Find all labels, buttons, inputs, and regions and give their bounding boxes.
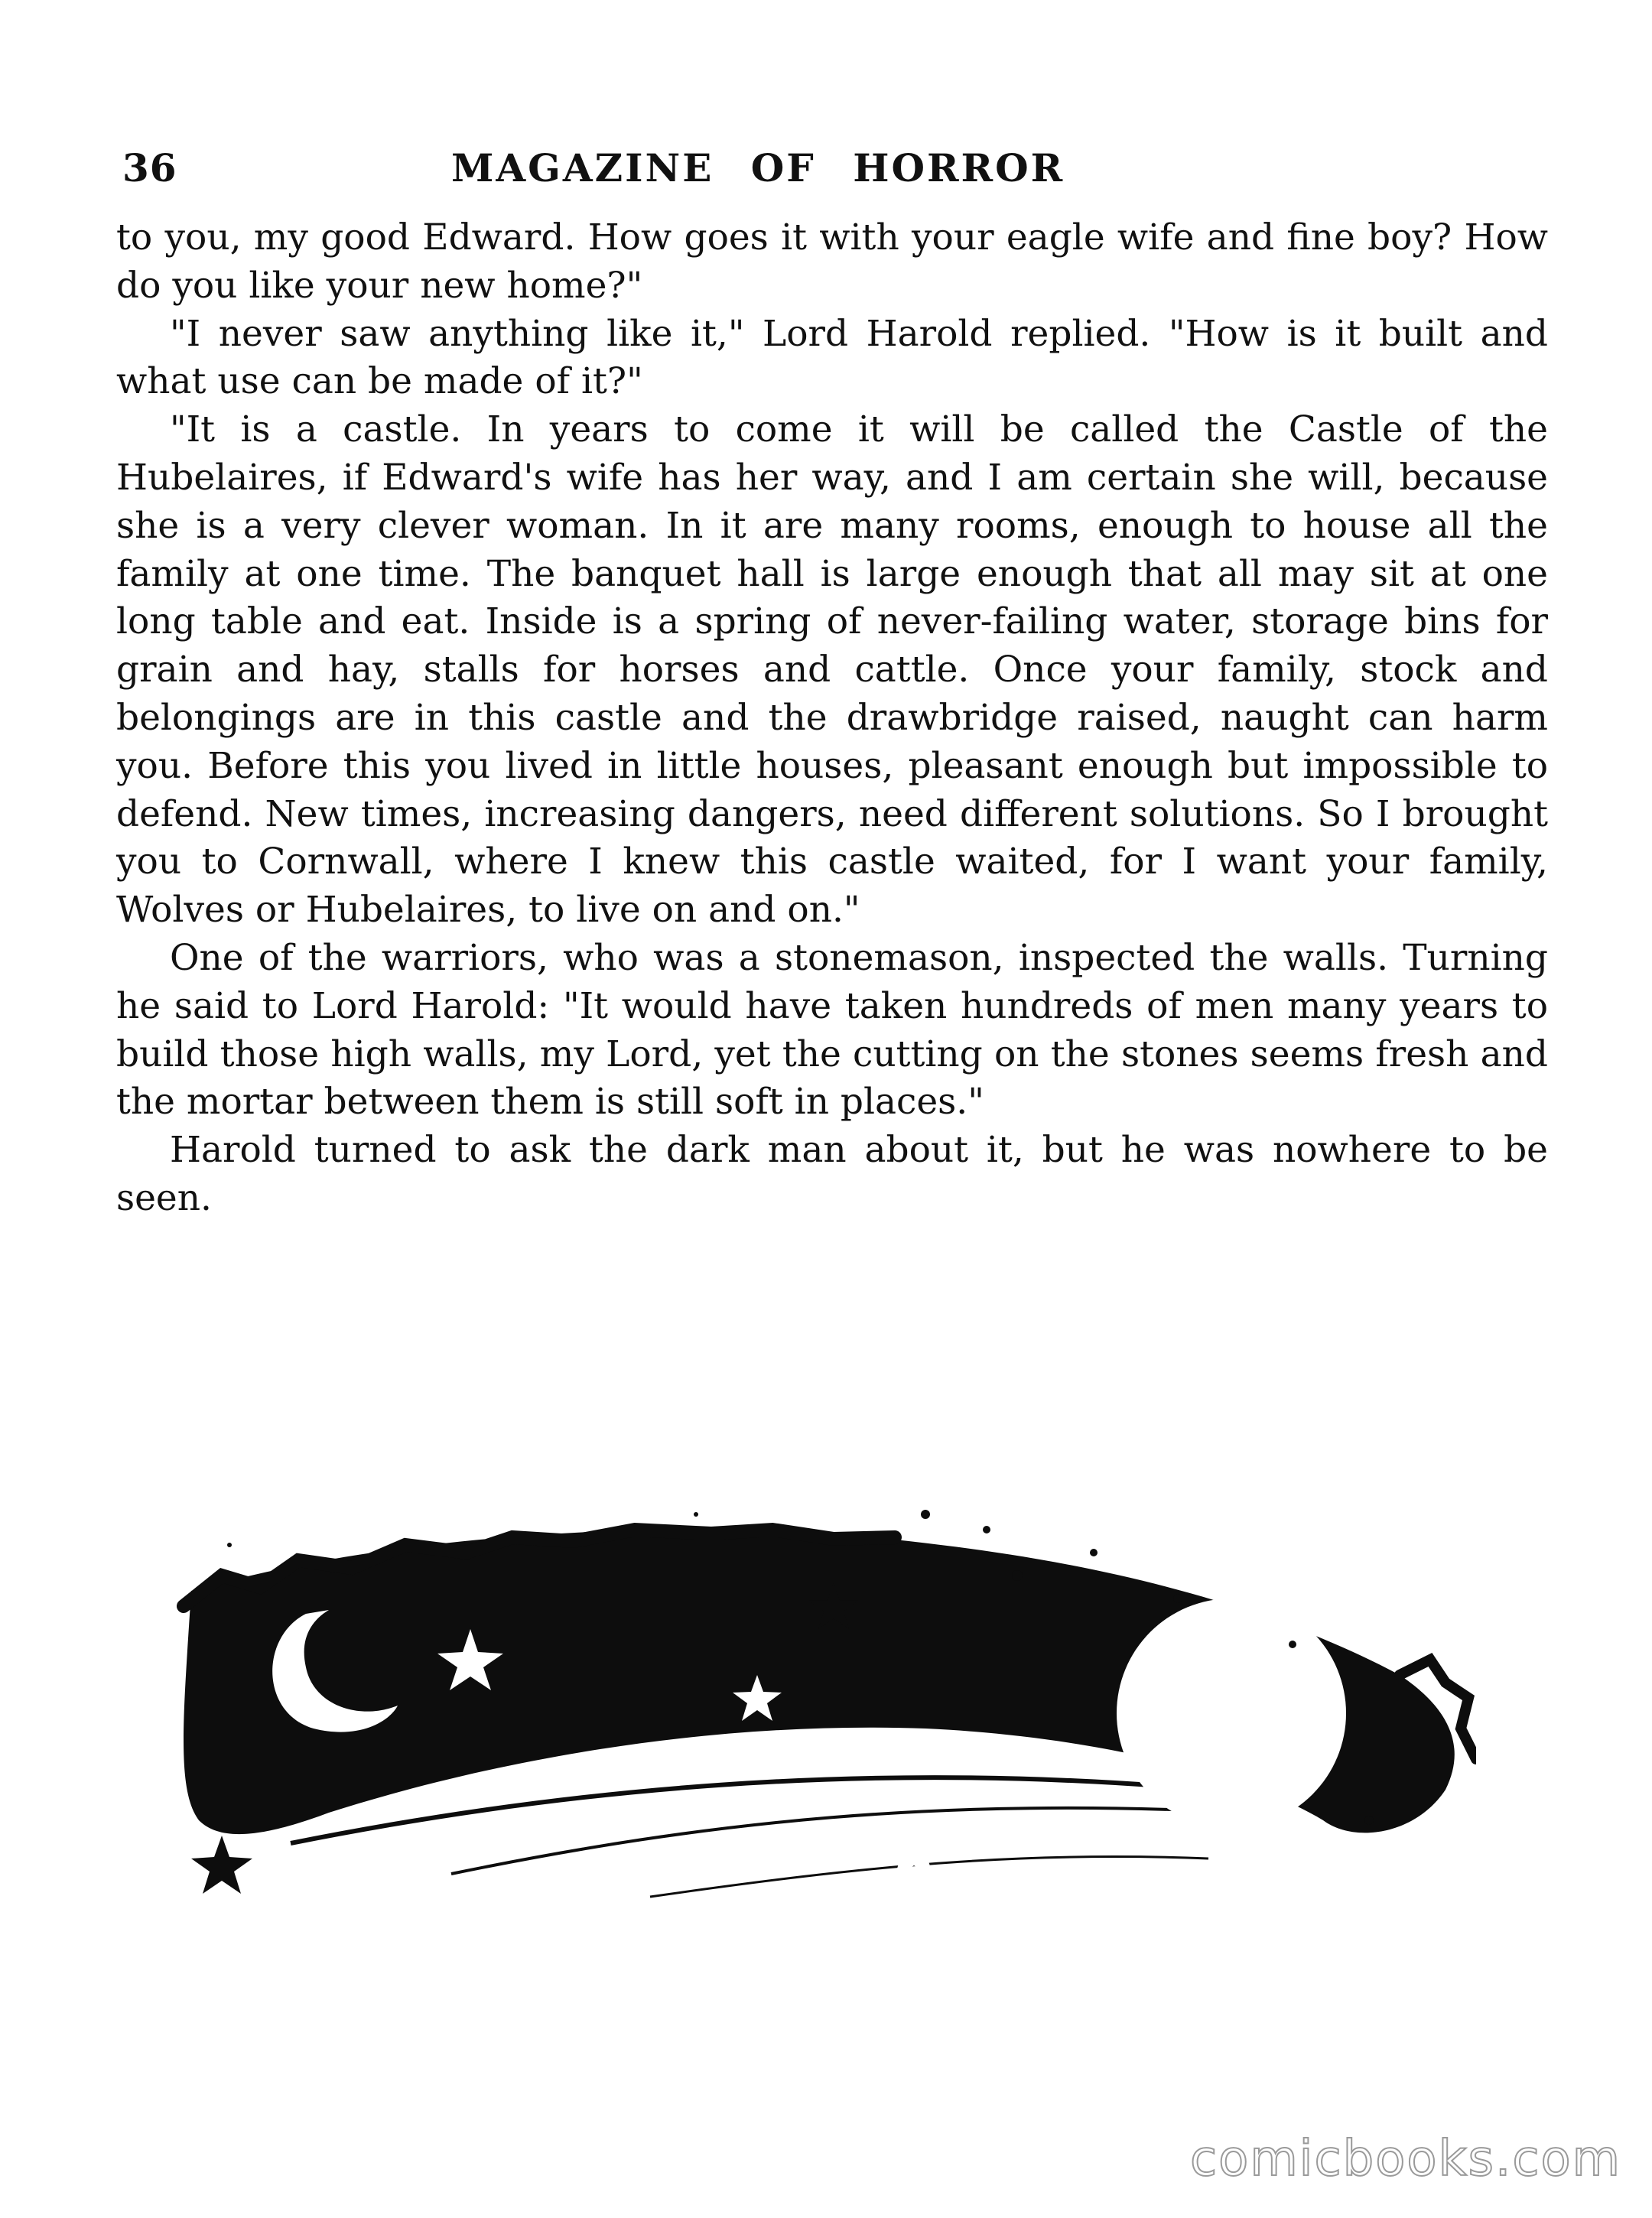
- full-moon-icon: [1117, 1598, 1346, 1828]
- sky-streak: [291, 1777, 1208, 1843]
- speck: [1173, 1594, 1182, 1603]
- paragraph: Harold turned to ask the dark man about it, but he was nowhere to be seen.: [116, 1129, 1548, 1219]
- speck: [983, 1526, 990, 1533]
- speck: [227, 1543, 232, 1547]
- speck: [1289, 1641, 1296, 1648]
- page-number: 36: [122, 145, 177, 190]
- sky-streak: [650, 1856, 1208, 1897]
- paragraph: "It is a castle. In years to come it will be called the Castle of the Hubelaires, if Edward's wife has her way, and I am certain she will, because she is a very clever woman. In it are many rooms, enough to house all the family at one time. The banquet hall is large enough that all may sit at one long table and eat. Inside is a spring of never-failing water, storage bins for grain and hay, stalls for horses and cattle. Once your family, stock and belongings are in this castle and the drawbridge raised, naught can harm you. Before this you lived in little houses, pleasant enough but impossible to defend. New times, increasing dangers, need different solutions. So I brought you to Cornwall, where I knew this castle waited, for I want your family, Wolves or Hubelaires, to live on and on.": [116, 408, 1548, 932]
- speck: [1364, 1816, 1374, 1825]
- paragraph: "I never saw anything like it," Lord Harold replied. "How is it built and what use can be made of it?": [116, 312, 1548, 403]
- magazine-title: MAGAZINE OF HORROR: [451, 145, 1065, 190]
- speck: [921, 1510, 930, 1519]
- night-sky-illustration: [176, 1484, 1476, 1912]
- sky-streak: [451, 1808, 1247, 1874]
- speck: [1012, 1570, 1023, 1581]
- watermark: comicbooks.com: [1189, 2131, 1621, 2187]
- star-icon: [883, 1820, 945, 1878]
- star-icon: [191, 1836, 252, 1894]
- speck: [694, 1512, 698, 1517]
- page-header: [122, 145, 1545, 199]
- speck: [1090, 1549, 1098, 1556]
- story-text: [116, 214, 1548, 1223]
- paragraph: to you, my good Edward. How goes it with your eagle wife and fine boy? How do you like your new home?": [116, 216, 1548, 307]
- paragraph: One of the warriors, who was a stonemason, inspected the walls. Turning he said to Lord Harold: "It would have taken hundreds of men many years to build those high walls, my Lord, yet the cutting on the stones seems fresh and the mortar between them is still soft in places.": [116, 936, 1548, 1124]
